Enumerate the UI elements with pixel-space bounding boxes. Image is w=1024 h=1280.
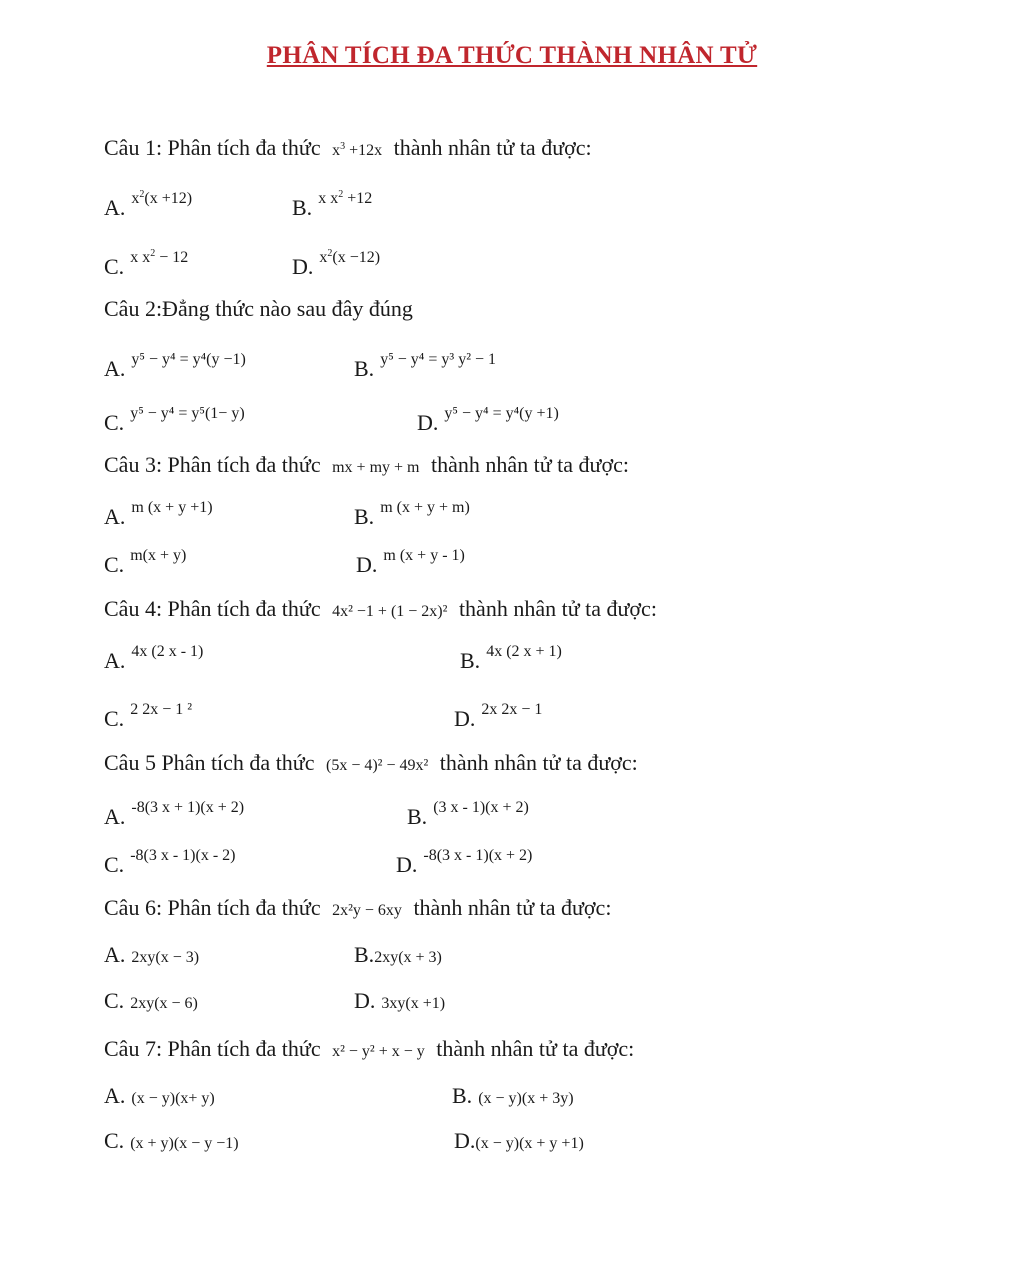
- question-3-option-c[interactable]: C. $^{m(x + y)}$: [104, 547, 187, 577]
- question-3: [104, 452, 629, 478]
- question-1-suffix: thành nhân tử ta được:: [393, 135, 592, 160]
- question-1-prefix: Câu 1: Phân tích đa thức: [104, 135, 321, 160]
- question-6: [104, 895, 611, 921]
- question-4-prefix: Câu 4: Phân tích đa thức: [104, 596, 321, 621]
- question-1-option-b[interactable]: B. $^{x x^2 +12}$: [292, 189, 373, 220]
- question-5-prefix: Câu 5 Phân tích đa thức: [104, 750, 315, 775]
- question-3-prefix: Câu 3: Phân tích đa thức: [104, 452, 321, 477]
- question-1-option-a[interactable]: A. $^{x^2(x +12)}$: [104, 189, 193, 220]
- question-7-prefix: Câu 7: Phân tích đa thức: [104, 1036, 321, 1061]
- question-3-option-b[interactable]: B. $^{m (x + y + m)}$: [354, 499, 470, 529]
- question-5-option-d[interactable]: D. $^{-8(3 x - 1)(x + 2)}$: [396, 847, 533, 877]
- question-2-option-b[interactable]: B. $^{y^5 - y^4 = y^3 y^2 - 1}$: [354, 351, 497, 381]
- question-6-prefix: Câu 6: Phân tích đa thức: [104, 895, 321, 920]
- question-5: [104, 750, 638, 776]
- question-2-option-c[interactable]: C. $^{y^5 - y^4 = y^5(1- y)}$: [104, 405, 245, 435]
- question-5-option-a[interactable]: A. $^{-8(3 x + 1)(x + 2)}$: [104, 799, 245, 829]
- question-4-option-d[interactable]: D. $^{2x 2x - 1}$: [454, 701, 543, 731]
- question-5-suffix: thành nhân tử ta được:: [439, 750, 638, 775]
- page-title: PHÂN TÍCH ĐA THỨC THÀNH NHÂN TỬ: [266, 42, 758, 69]
- question-1-option-c[interactable]: C. $^{x x^2 - 12}$: [104, 248, 189, 279]
- question-4-suffix: thành nhân tử ta được:: [458, 596, 657, 621]
- question-4-option-a[interactable]: A. $^{4x (2 x - 1)}$: [104, 643, 204, 673]
- question-4: [104, 596, 657, 622]
- question-6-option-c[interactable]: C. 2xy(x − 6): [104, 988, 198, 1013]
- question-5-option-b[interactable]: B. $^{(3 x - 1)(x + 2)}$: [407, 799, 529, 829]
- question-7-option-d[interactable]: D.(x − y)(x + y +1): [454, 1128, 584, 1153]
- question-2: Câu 2:Đẳng thức nào sau đây đúng: [104, 296, 413, 321]
- question-7-option-b[interactable]: B. (x − y)(x + 3y): [452, 1083, 574, 1108]
- question-3-expression: mx + my + m: [332, 459, 420, 476]
- question-1-expression: $x^3 +12x$: [332, 141, 383, 159]
- question-6-option-d[interactable]: D. 3xy(x +1): [354, 988, 446, 1013]
- question-1: [104, 135, 592, 161]
- question-4-option-b[interactable]: B. $^{4x (2 x + 1)}$: [460, 643, 562, 673]
- question-7-suffix: thành nhân tử ta được:: [436, 1036, 635, 1061]
- question-6-expression: 2x²y − 6xy: [332, 902, 402, 919]
- question-3-suffix: thành nhân tử ta được:: [431, 452, 629, 477]
- question-2-option-d[interactable]: D. $^{y^5 - y^4 = y^4(y +1)}$: [417, 405, 559, 435]
- question-7-option-a[interactable]: A. (x − y)(x+ y): [104, 1083, 215, 1108]
- question-4-expression: 4x² −1 + (1 − 2x)²: [332, 603, 448, 620]
- question-6-option-a[interactable]: A. 2xy(x − 3): [104, 942, 200, 967]
- question-7: [104, 1036, 634, 1062]
- question-2-option-a[interactable]: A. $^{y^5 - y^4 = y^4(y -1)}$: [104, 351, 246, 381]
- question-6-suffix: thành nhân tử ta được:: [413, 895, 612, 920]
- question-5-expression: (5x − 4)² − 49x²: [326, 757, 429, 774]
- question-7-expression: x² − y² + x − y: [332, 1043, 425, 1060]
- question-5-option-c[interactable]: C. $^{-8(3 x - 1)(x - 2)}$: [104, 847, 236, 877]
- question-1-option-d[interactable]: D. $^{x^2(x -12)}$: [292, 248, 381, 279]
- question-3-option-a[interactable]: A. $^{m (x + y +1)}$: [104, 499, 213, 529]
- question-7-option-c[interactable]: C. (x + y)(x − y −1): [104, 1128, 239, 1153]
- question-6-option-b[interactable]: B.2xy(x + 3): [354, 942, 442, 967]
- question-3-option-d[interactable]: D. $^{m (x + y - 1)}$: [356, 547, 465, 577]
- question-4-option-c[interactable]: C. $^{2 2x - 1 ^2}$: [104, 701, 193, 731]
